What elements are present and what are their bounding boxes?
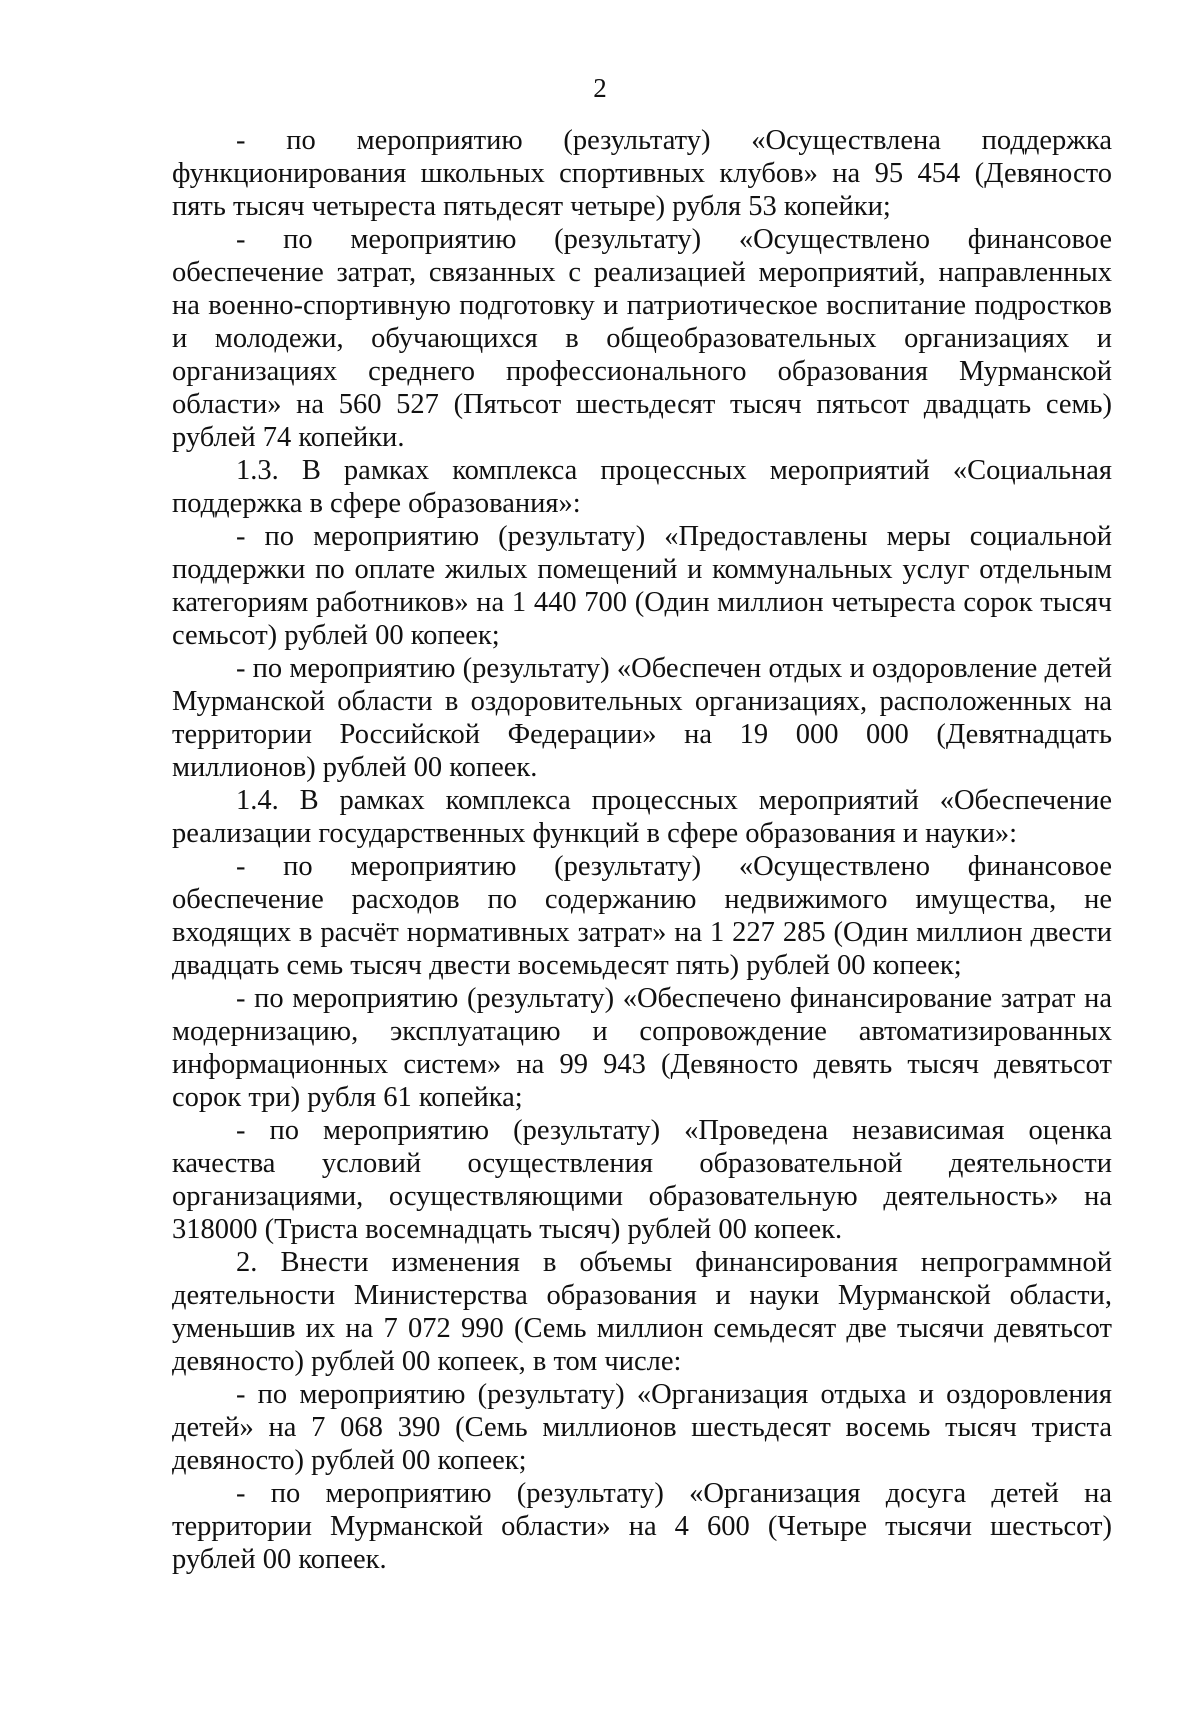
paragraph-section-1-3: 1.3. В рамках комплекса процессных мероприятий «Социальная поддержка в сфере образования»:: [172, 455, 1112, 519]
paragraph-children-recreation-organization: - по мероприятию (результату) «Организация отдыха и оздоровления детей» на 7 068 390 (Семь миллионов шестьдесят восемь тысяч триста девяносто) рублей 00 копеек;: [172, 1379, 1112, 1476]
paragraph-children-recreation: - по мероприятию (результату) «Обеспечен отдых и оздоровление детей Мурманской области в оздоровительных организациях, расположенных на территории Российской Федерации» на 19 000 000 (Девятнадцать миллионов) рублей 00 копеек.: [172, 653, 1112, 783]
paragraph-information-systems: - по мероприятию (результату) «Обеспечено финансирование затрат на модернизацию, эксплуатацию и сопровождение автоматизированных информационных систем» на 99 943 (Девяносто девять тысяч девятьсот сорок три) рубля 61 копейка;: [172, 983, 1112, 1113]
paragraph-school-sport-clubs: - по мероприятию (результату) «Осуществлена поддержка функционирования школьных спортивных клубов» на 95 454 (Девяносто пять тысяч четыреста пятьдесят четыре) рубля 53 копейки;: [172, 125, 1112, 222]
paragraph-quality-assessment: - по мероприятию (результату) «Проведена независимая оценка качества условий осуществления образовательной деятельности организациями, осуществляющими образовательную деятельность» на 318000 (Триста восемнадцать тысяч) рублей 00 копеек.: [172, 1115, 1112, 1245]
document-body: [172, 124, 1112, 1576]
paragraph-section-2: 2. Внести изменения в объемы финансирования непрограммной деятельности Министерства образования и науки Мурманской области, уменьшив их на 7 072 990 (Семь миллион семьдесят две тысячи девятьсот девяносто) рублей 00 копеек, в том числе:: [172, 1247, 1112, 1377]
paragraph-property-maintenance: - по мероприятию (результату) «Осуществлено финансовое обеспечение расходов по содержанию недвижимого имущества, не входящих в расчёт нормативных затрат» на 1 227 285 (Один миллион двести двадцать семь тысяч двести восемьдесят пять) рублей 00 копеек;: [172, 851, 1112, 981]
page-number: 2: [593, 73, 607, 103]
paragraph-housing-utilities-support: - по мероприятию (результату) «Предоставлены меры социальной поддержки по оплате жилых помещений и коммунальных услуг отдельным категориям работников» на 1 440 700 (Один миллион четыреста сорок тысяч семьсот) рублей 00 копеек;: [172, 521, 1112, 651]
paragraph-section-1-4: 1.4. В рамках комплекса процессных мероприятий «Обеспечение реализации государственных функций в сфере образования и науки»:: [172, 785, 1112, 849]
paragraph-children-leisure: - по мероприятию (результату) «Организация досуга детей на территории Мурманской области» на 4 600 (Четыре тысячи шестьсот) рублей 00 копеек.: [172, 1478, 1112, 1575]
paragraph-military-sport-training: - по мероприятию (результату) «Осуществлено финансовое обеспечение затрат, связанных с реализацией мероприятий, направленных на военно-спортивную подготовку и патриотическое воспитание подростков и молодежи, обучающихся в общеобразовательных организациях и организациях среднего профессионального образования Мурманской области» на 560 527 (Пятьсот шестьдесят тысяч пятьсот двадцать семь) рублей 74 копейки.: [172, 224, 1112, 453]
